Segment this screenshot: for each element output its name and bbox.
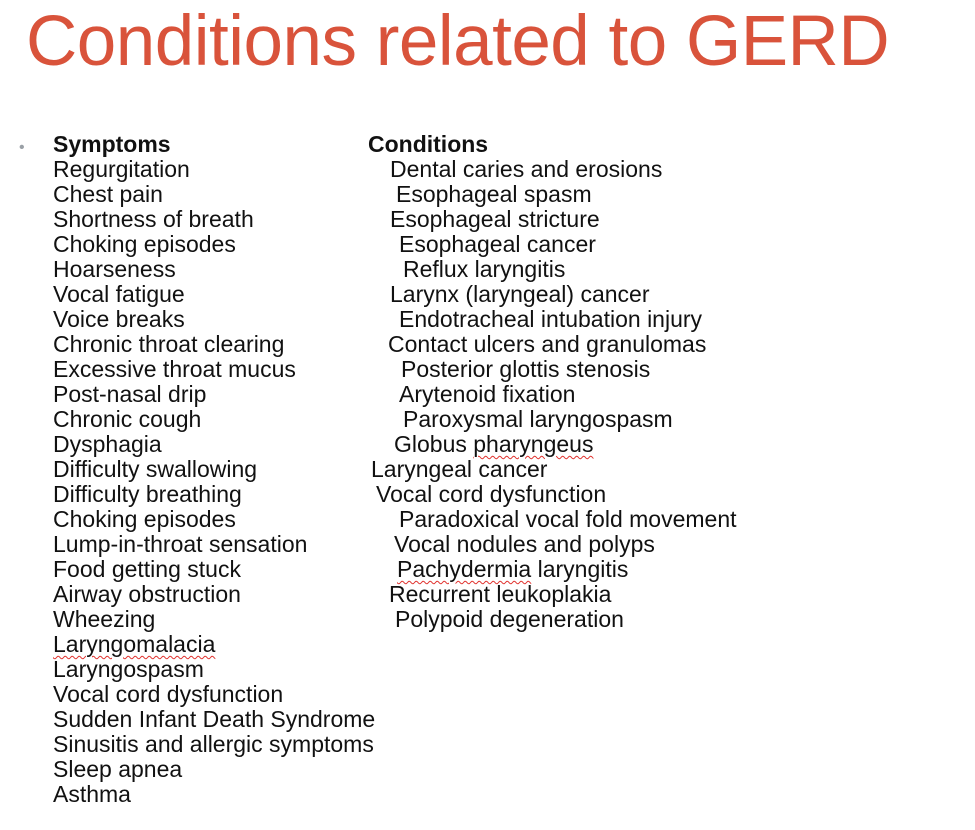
conditions-list-item bbox=[368, 407, 737, 432]
symptoms-list-item bbox=[53, 607, 375, 632]
conditions-list-item bbox=[368, 382, 737, 407]
symptoms-list-item bbox=[53, 457, 375, 482]
symptoms-list-item bbox=[53, 782, 375, 807]
symptoms-list-item bbox=[53, 157, 375, 182]
symptoms-item-text: Sleep apnea bbox=[53, 756, 183, 782]
symptoms-item-text: Choking episodes bbox=[53, 231, 236, 257]
symptoms-item-text: Chronic cough bbox=[53, 406, 202, 432]
symptoms-list-item bbox=[53, 557, 375, 582]
conditions-list-item bbox=[368, 507, 737, 532]
symptoms-list-item bbox=[53, 532, 375, 557]
symptoms-heading: Symptoms bbox=[53, 131, 171, 157]
symptoms-list-item bbox=[53, 432, 375, 457]
conditions-list-item bbox=[368, 207, 737, 232]
conditions-item-text: Polypoid degeneration bbox=[395, 606, 624, 632]
conditions-item-text: Endotracheal intubation injury bbox=[399, 306, 703, 332]
conditions-list-item bbox=[368, 332, 737, 357]
conditions-item-text: Globus pharyngeus bbox=[394, 431, 594, 457]
conditions-item-text: Esophageal stricture bbox=[390, 206, 600, 232]
conditions-list-item bbox=[368, 257, 737, 282]
conditions-list-item bbox=[368, 282, 737, 307]
spellcheck-word: Pachydermia bbox=[397, 556, 532, 582]
conditions-item-text: Posterior glottis stenosis bbox=[401, 356, 651, 382]
conditions-list-item bbox=[368, 307, 737, 332]
symptoms-item-text: Regurgitation bbox=[53, 156, 190, 182]
conditions-list-item bbox=[368, 532, 737, 557]
symptoms-item-text: Hoarseness bbox=[53, 256, 176, 282]
symptoms-list-item bbox=[53, 332, 375, 357]
symptoms-item-text: Lump-in-throat sensation bbox=[53, 531, 308, 557]
spellcheck-word: pharyngeus bbox=[473, 431, 594, 457]
conditions-column bbox=[368, 132, 737, 632]
symptoms-item-text: Wheezing bbox=[53, 606, 156, 632]
symptoms-list-item bbox=[53, 307, 375, 332]
conditions-list-item bbox=[368, 182, 737, 207]
symptoms-item-text: Chest pain bbox=[53, 181, 163, 207]
conditions-list-item bbox=[368, 482, 737, 507]
symptoms-item-text: Shortness of breath bbox=[53, 206, 254, 232]
symptoms-item-text: Sinusitis and allergic symptoms bbox=[53, 731, 374, 757]
conditions-item-text: Dental caries and erosions bbox=[390, 156, 663, 182]
symptoms-item-text: Sudden Infant Death Syndrome bbox=[53, 706, 376, 732]
conditions-item-text: Reflux laryngitis bbox=[403, 256, 566, 282]
symptoms-item-text: Airway obstruction bbox=[53, 581, 241, 607]
symptoms-list-item bbox=[53, 407, 375, 432]
conditions-item-text: Paradoxical vocal fold movement bbox=[399, 506, 737, 532]
symptoms-item-text: Vocal cord dysfunction bbox=[53, 681, 284, 707]
symptoms-list-item bbox=[53, 657, 375, 682]
symptoms-list-item bbox=[53, 482, 375, 507]
symptoms-list-item bbox=[53, 282, 375, 307]
symptoms-list-item bbox=[53, 682, 375, 707]
symptoms-list-item bbox=[53, 757, 375, 782]
symptoms-item-text: Laryngospasm bbox=[53, 656, 204, 682]
symptoms-list-item bbox=[53, 232, 375, 257]
symptoms-list-item bbox=[53, 582, 375, 607]
conditions-item-text: Esophageal cancer bbox=[399, 231, 596, 257]
symptoms-item-text: Chronic throat clearing bbox=[53, 331, 285, 357]
conditions-list-item bbox=[368, 457, 737, 482]
conditions-heading: Conditions bbox=[368, 131, 489, 157]
symptoms-item-text: Asthma bbox=[53, 781, 131, 807]
conditions-list-item bbox=[368, 157, 737, 182]
symptoms-item-text: Difficulty swallowing bbox=[53, 456, 258, 482]
symptoms-list-item bbox=[53, 207, 375, 232]
symptoms-item-text: Voice breaks bbox=[53, 306, 185, 332]
conditions-list-item bbox=[368, 607, 737, 632]
conditions-item-text: Contact ulcers and granulomas bbox=[388, 331, 707, 357]
symptoms-list-item bbox=[53, 382, 375, 407]
conditions-list-item bbox=[368, 232, 737, 257]
conditions-item-text: Arytenoid fixation bbox=[399, 381, 576, 407]
conditions-item-text: Recurrent leukoplakia bbox=[389, 581, 612, 607]
symptoms-list-item bbox=[53, 632, 375, 657]
conditions-item-text: Larynx (laryngeal) cancer bbox=[390, 281, 650, 307]
symptoms-item-text: Vocal fatigue bbox=[53, 281, 185, 307]
conditions-item-text: Paroxysmal laryngospasm bbox=[403, 406, 673, 432]
symptoms-item-text: Laryngomalacia bbox=[53, 631, 216, 657]
symptoms-list-item bbox=[53, 182, 375, 207]
symptoms-item-text: Excessive throat mucus bbox=[53, 356, 296, 382]
conditions-list-item bbox=[368, 357, 737, 382]
symptoms-list-item bbox=[53, 507, 375, 532]
symptoms-list-item bbox=[53, 357, 375, 382]
symptoms-list-item bbox=[53, 707, 375, 732]
symptoms-item-text: Choking episodes bbox=[53, 506, 236, 532]
symptoms-item-text: Difficulty breathing bbox=[53, 481, 242, 507]
conditions-list-item bbox=[368, 582, 737, 607]
symptoms-list-item bbox=[53, 732, 375, 757]
symptoms-list-item bbox=[53, 257, 375, 282]
conditions-item-text: Laryngeal cancer bbox=[371, 456, 548, 482]
symptoms-item-text: Post-nasal drip bbox=[53, 381, 207, 407]
slide-title: Conditions related to GERD bbox=[26, 2, 890, 81]
symptoms-column bbox=[53, 132, 375, 807]
conditions-item-text: Vocal cord dysfunction bbox=[376, 481, 607, 507]
symptoms-item-text: Food getting stuck bbox=[53, 556, 241, 582]
conditions-item-text: Esophageal spasm bbox=[396, 181, 592, 207]
symptoms-list bbox=[53, 157, 375, 807]
conditions-list-item bbox=[368, 432, 737, 457]
conditions-item-text: Pachydermia laryngitis bbox=[397, 556, 629, 582]
symptoms-item-text: Dysphagia bbox=[53, 431, 162, 457]
conditions-list-item bbox=[368, 557, 737, 582]
conditions-list bbox=[368, 157, 737, 632]
bullet-marker: • bbox=[19, 139, 25, 156]
conditions-item-text: Vocal nodules and polyps bbox=[394, 531, 655, 557]
